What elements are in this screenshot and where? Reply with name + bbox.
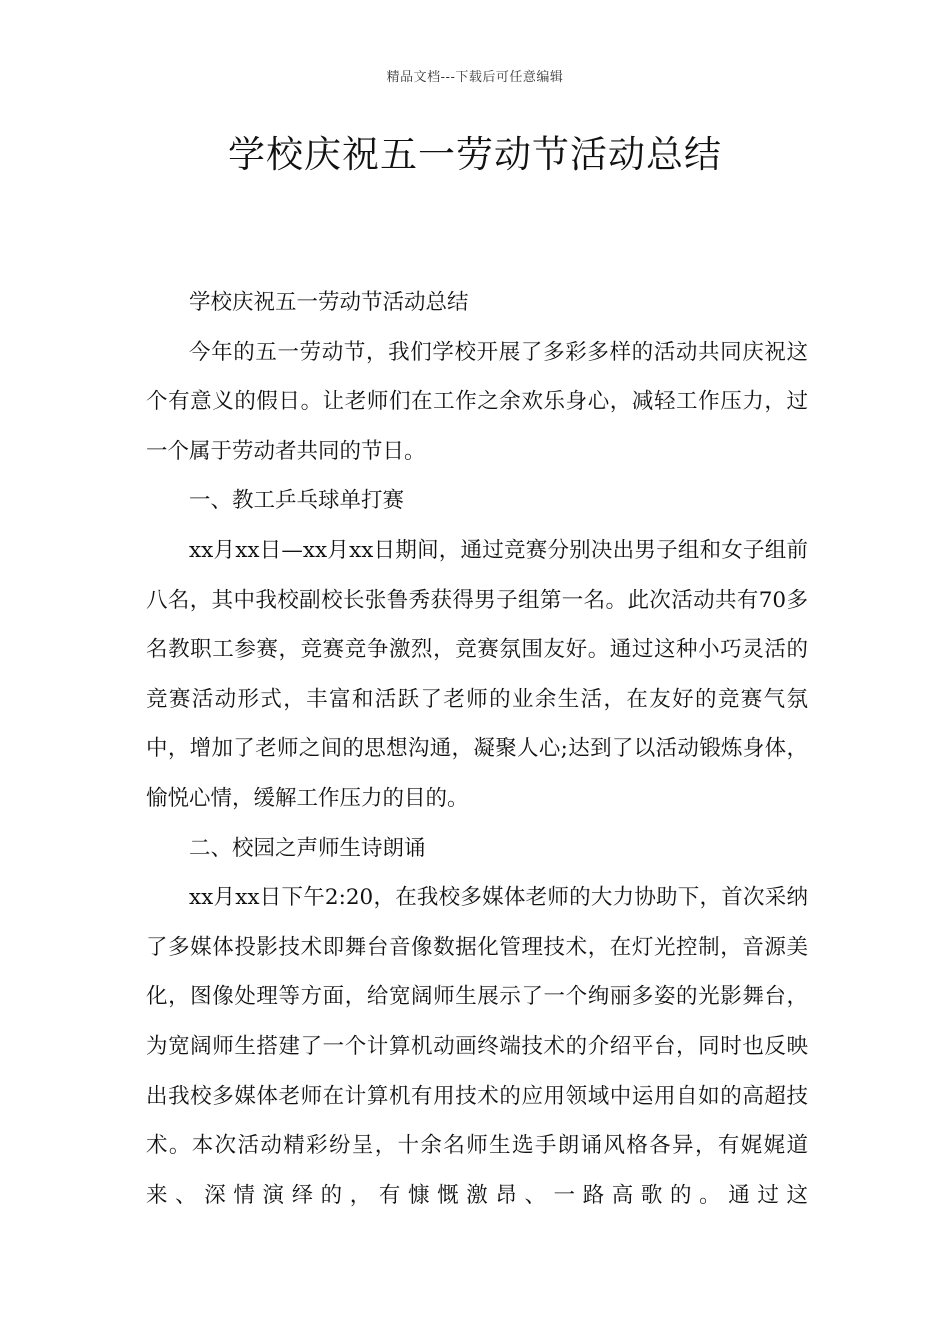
intro-paragraph: 今年的五一劳动节，我们学校开展了多彩多样的活动共同庆祝这个有意义的假日。让老师们在工作之余欢乐身心，减轻工作压力，过一个属于劳动者共同的节日。 bbox=[146, 339, 808, 464]
body-subtitle: 学校庆祝五一劳动节活动总结 bbox=[189, 290, 469, 315]
section-heading-poetry: 二、校园之声师生诗朗诵 bbox=[189, 835, 426, 861]
running-header: 精品文档---下载后可任意编辑 bbox=[386, 70, 564, 85]
section-heading-ping-pong: 一、教工乒乓球单打赛 bbox=[189, 488, 405, 514]
ping-pong-paragraph: xx月xx日—xx月xx日期间，通过竞赛分别决出男子组和女子组前八名，其中我校副校长张鲁秀获得男子组第一名。此次活动共有70多名教职工参赛，竞赛竞争激烈，竞赛氛围友好。通过这种小巧灵活的竞赛活动形式，丰富和活跃了老师的业余生活，在友好的竞赛气氛中，增加了老师之间的思想沟通，凝聚人心;达到了以活动锻炼身体，愉悦心情，缓解工作压力的目的。 bbox=[146, 537, 808, 811]
document-body bbox=[146, 278, 808, 1220]
poetry-paragraph: xx月xx日下午2:20，在我校多媒体老师的大力协助下，首次采纳了多媒体投影技术即舞台音像数据化管理技术，在灯光控制，音源美化，图像处理等方面，给宽阔师生展示了一个绚丽多姿的光影舞台，为宽阔师生搭建了一个计算机动画终端技术的介绍平台，同时也反映出我校多媒体老师在计算机有用技术的应用领域中运用自如的高超技术。本次活动精彩纷呈，十余名师生选手朗诵风格各异，有娓娓道来、深情演绎的，有慷慨激昂、一路高歌的。通过这 bbox=[146, 885, 808, 1208]
document-title: 学校庆祝五一劳动节活动总结 bbox=[228, 133, 722, 176]
